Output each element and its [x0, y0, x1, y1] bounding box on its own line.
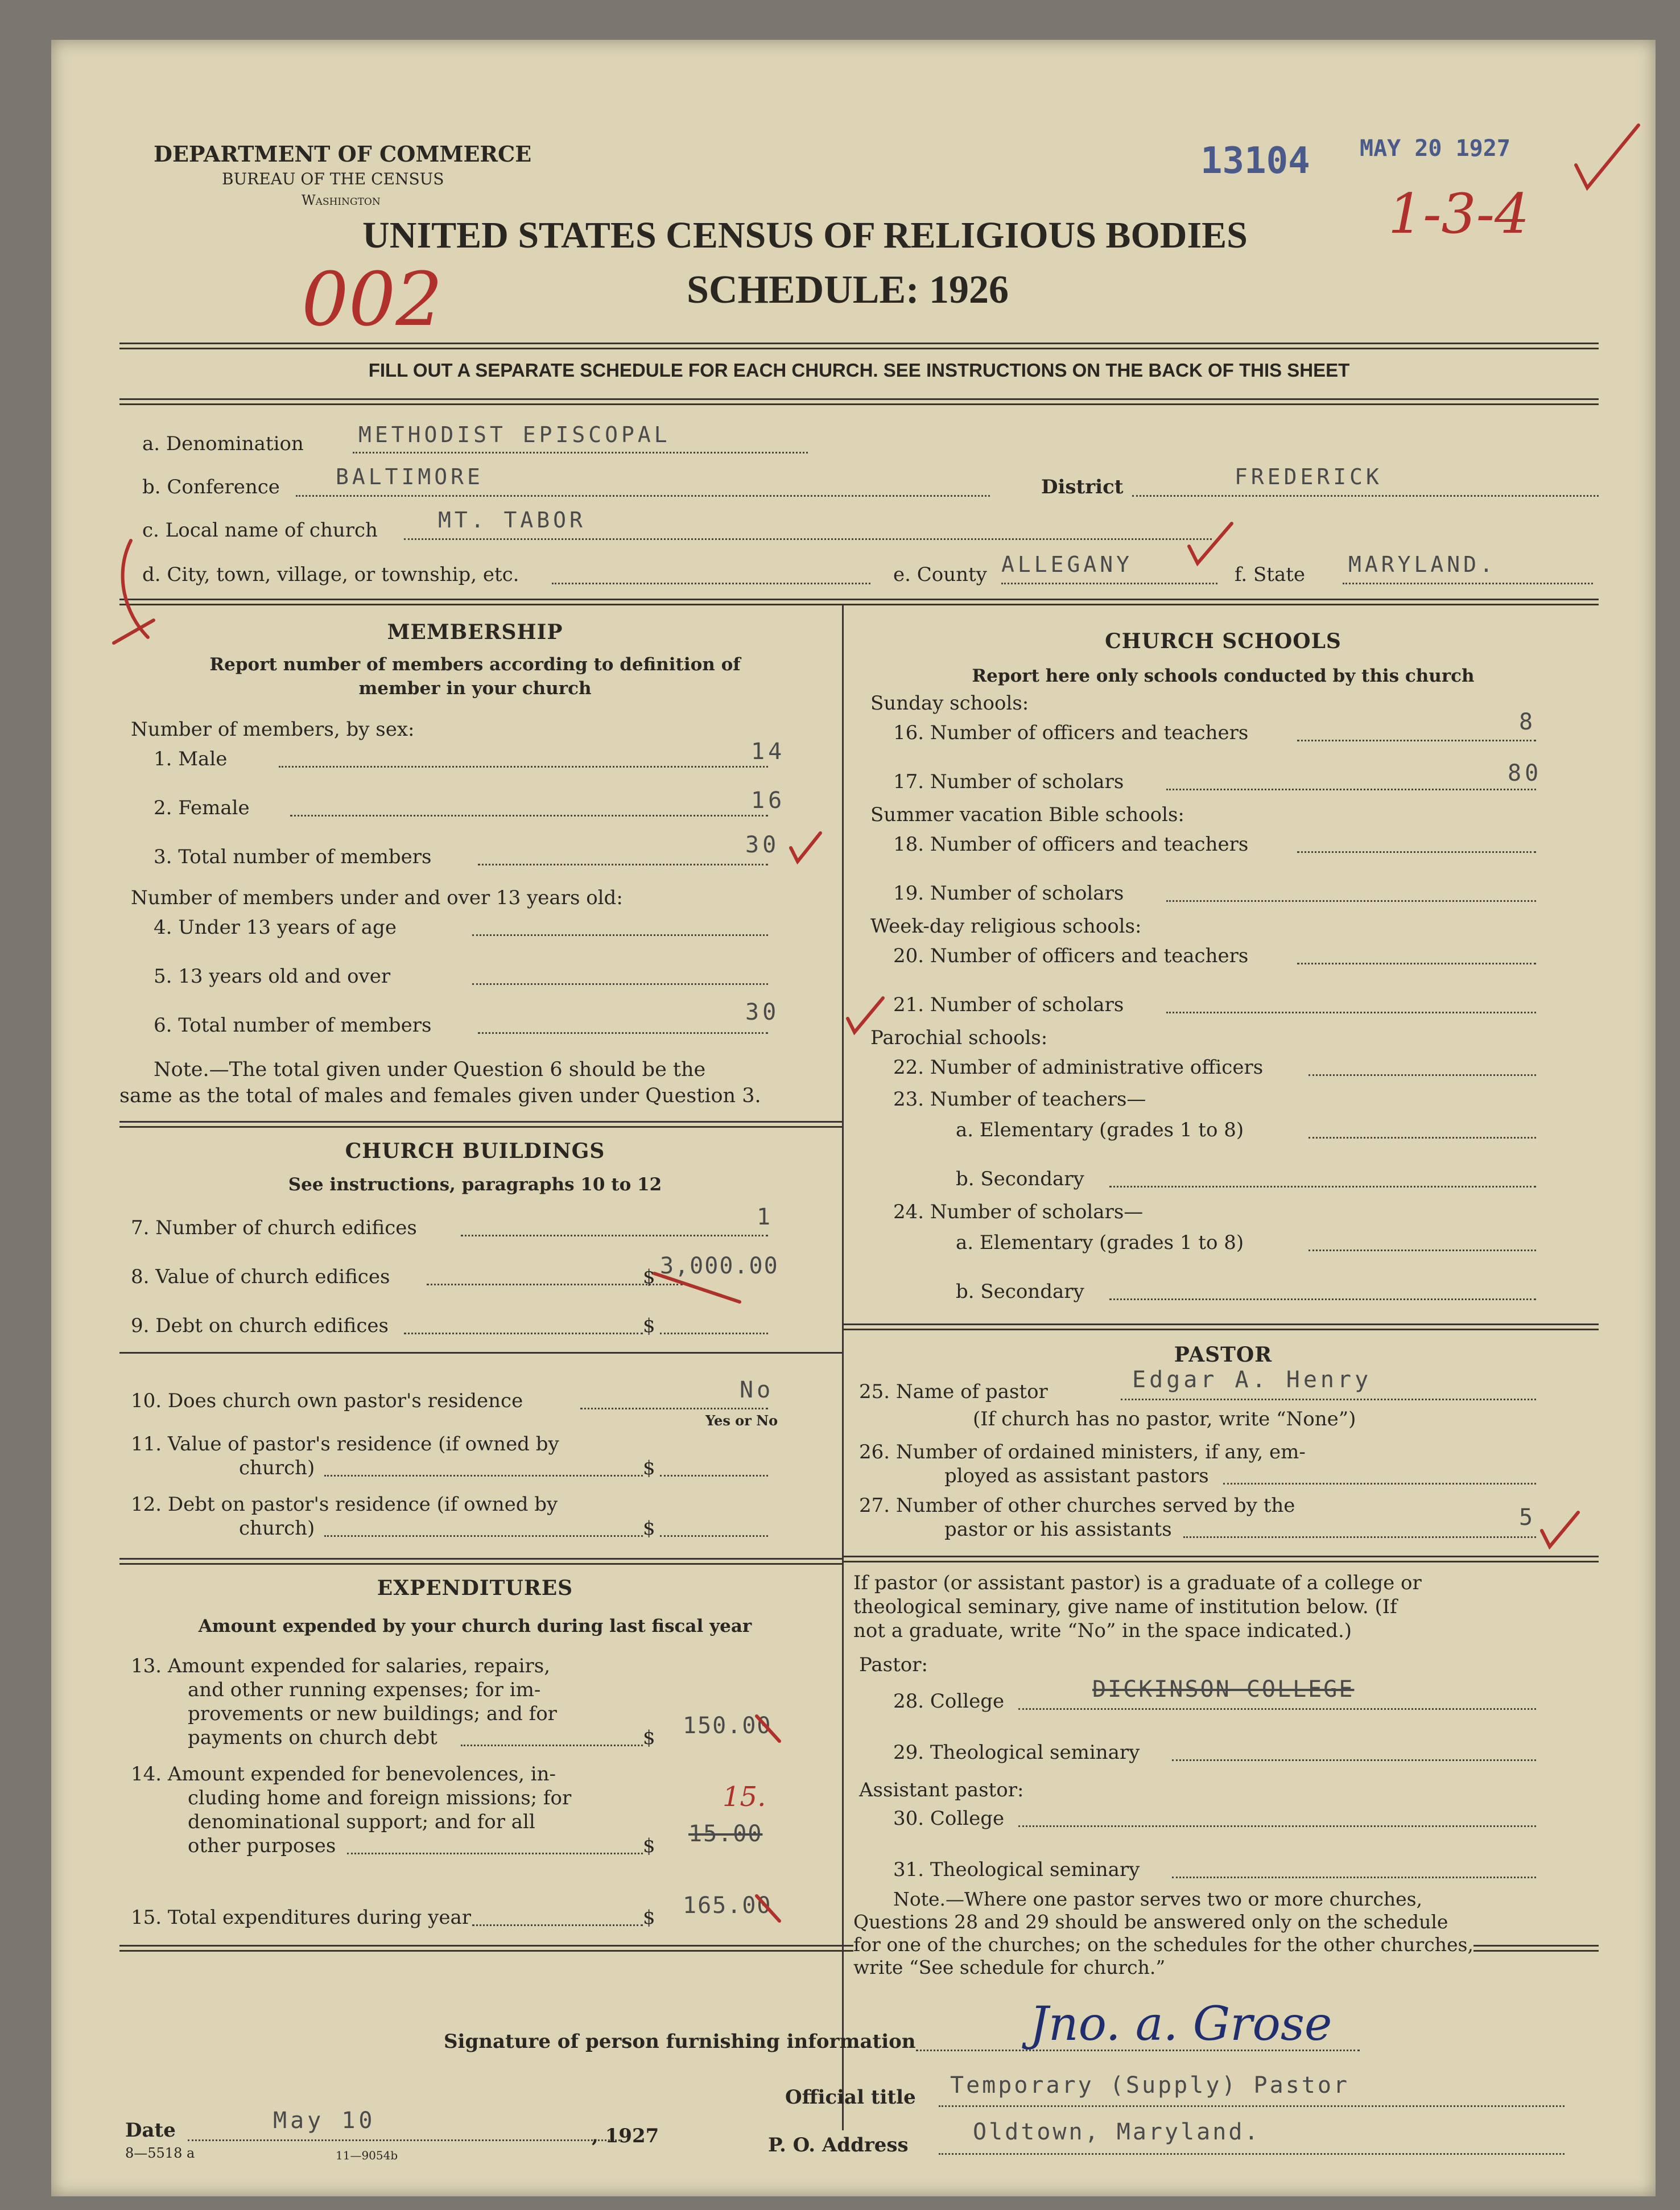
church-name-value: MT. TABOR [438, 508, 586, 533]
q15-label: 15. Total expenditures during year [131, 1906, 472, 1929]
pastor-note-4: write “See schedule for church.” [853, 1956, 1166, 1978]
pastor-sublabel: Pastor: [859, 1654, 928, 1676]
schools-title: CHURCH SCHOOLS [1105, 629, 1341, 653]
q19-label: 19. Number of scholars [893, 882, 1124, 905]
q14-line-3: denominational support; and for all [188, 1811, 535, 1833]
expenditures-intro: Amount expended by your church during last fiscal year [198, 1616, 752, 1636]
q6-value: 30 [745, 999, 780, 1025]
district-value: FREDERICK [1235, 464, 1382, 489]
q23-label: 23. Number of teachers— [893, 1088, 1146, 1111]
q24a-label: a. Elementary (grades 1 to 8) [956, 1231, 1244, 1254]
city-town-label: d. City, town, village, or township, etc. [142, 563, 519, 586]
po-address-value: Oldtown, Maryland. [973, 2119, 1261, 2145]
form-number: 8—5518 a [125, 2145, 195, 2161]
q14-hand-correction: 15. [723, 1781, 766, 1813]
official-title-label: Official title [785, 2086, 916, 2109]
q13-line-3: provements or new buildings; and for [188, 1702, 557, 1725]
check-mark-icon [848, 998, 883, 1032]
membership-intro-1: Report number of members according to definition of [209, 654, 741, 675]
po-address-label: P. O. Address [768, 2134, 909, 2157]
form-schedule: SCHEDULE: 1926 [687, 268, 1009, 312]
census-schedule-sheet [51, 40, 1656, 2196]
q1-label: 1. Male [154, 748, 228, 770]
q6-label: 6. Total number of members [154, 1014, 432, 1037]
signature-value: Jno. a. Grose [1030, 1997, 1332, 2051]
q25-value: Edgar A. Henry [1132, 1367, 1372, 1393]
date-value: May 10 [273, 2108, 376, 2134]
check-mark-icon [791, 833, 820, 861]
q9-dollar: $ [643, 1314, 655, 1337]
print-number: 11—9054b [336, 2149, 398, 2162]
q11-label-2: church) [239, 1457, 315, 1479]
q11-dollar: $ [643, 1457, 655, 1479]
q10-hint: Yes or No [705, 1412, 778, 1429]
q26-line-2: ployed as assistant pastors [944, 1465, 1209, 1487]
membership-note-2: same as the total of males and females given under Question 3. [119, 1085, 761, 1107]
pastor-title: PASTOR [1174, 1343, 1273, 1367]
bureau-label: BUREAU OF THE CENSUS [222, 170, 444, 188]
hand-code: 1-3-4 [1388, 182, 1530, 246]
dept-label: DEPARTMENT OF COMMERCE [154, 141, 532, 167]
q12-dollar: $ [643, 1517, 655, 1540]
q16-value: 8 [1519, 709, 1537, 735]
q29-label: 29. Theological seminary [893, 1741, 1140, 1764]
q8-dollar: $ [643, 1265, 655, 1288]
q16-label: 16. Number of officers and teachers [893, 721, 1249, 744]
q7-label: 7. Number of church edifices [131, 1217, 417, 1239]
q14-value: 15.00 [688, 1821, 763, 1847]
q23a-label: a. Elementary (grades 1 to 8) [956, 1119, 1244, 1141]
official-title-value: Temporary (Supply) Pastor [950, 2072, 1350, 2098]
q15-value: 165.00 [683, 1892, 772, 1919]
check-marks-overlay [51, 40, 1656, 2196]
q22-label: 22. Number of administrative officers [893, 1056, 1264, 1079]
q18-label: 18. Number of officers and teachers [893, 833, 1249, 856]
q14-line-4: other purposes [188, 1834, 336, 1857]
q3-value: 30 [745, 832, 780, 858]
signature-label: Signature of person furnishing information [444, 2030, 916, 2053]
hand-number: 002 [302, 256, 443, 343]
q28-label: 28. College [893, 1690, 1005, 1713]
check-mark-icon [1576, 125, 1638, 188]
q2-label: 2. Female [154, 797, 250, 819]
schools-intro: Report here only schools conducted by this church [972, 666, 1475, 686]
q17-value: 80 [1508, 760, 1542, 786]
q25-hint: (If church has no pastor, write “None”) [973, 1408, 1356, 1430]
strike-mark-icon [757, 1896, 779, 1921]
membership-intro-2: member in your church [358, 678, 592, 699]
check-mark-icon [1542, 1512, 1578, 1547]
church-name-label: c. Local name of church [142, 519, 378, 542]
q9-label: 9. Debt on church edifices [131, 1314, 389, 1337]
check-mark-icon [1189, 523, 1232, 563]
q13-value: 150.00 [683, 1713, 772, 1739]
asst-pastor-sublabel: Assistant pastor: [859, 1779, 1024, 1801]
q23b-label: b. Secondary [956, 1168, 1084, 1190]
date-year: , 1927 [592, 2125, 659, 2147]
q24-label: 24. Number of scholars— [893, 1201, 1144, 1223]
graduate-note-3: not a graduate, write “No” in the space indicated.) [853, 1619, 1352, 1642]
q13-line-1: 13. Amount expended for salaries, repairs, [131, 1655, 551, 1677]
date-label: Date [125, 2119, 176, 2142]
q13-line-2: and other running expenses; for im- [188, 1679, 541, 1701]
denomination-value: METHODIST EPISCOPAL [358, 422, 671, 447]
pastor-note-3: for one of the churches; on the schedules for the other churches, [853, 1933, 1473, 1956]
q21-label: 21. Number of scholars [893, 993, 1124, 1016]
q27-line-2: pastor or his assistants [944, 1518, 1172, 1541]
county-label: e. County [893, 563, 987, 586]
q13-dollar: $ [643, 1726, 655, 1749]
q8-label: 8. Value of church edifices [131, 1265, 390, 1288]
stamp-number: 13104 [1200, 140, 1310, 182]
q3-label: 3. Total number of members [154, 846, 432, 868]
county-value: ALLEGANY [1001, 552, 1133, 577]
graduate-note-1: If pastor (or assistant pastor) is a graduate of a college or [853, 1572, 1422, 1594]
q5-label: 5. 13 years old and over [154, 965, 391, 988]
q7-value: 1 [757, 1204, 774, 1230]
conference-value: BALTIMORE [336, 464, 484, 489]
expenditures-title: EXPENDITURES [377, 1576, 573, 1600]
q25-label: 25. Name of pastor [859, 1380, 1048, 1403]
q17-label: 17. Number of scholars [893, 770, 1124, 793]
graduate-note-2: theological seminary, give name of institution below. (If [853, 1595, 1397, 1618]
q20-label: 20. Number of officers and teachers [893, 945, 1249, 967]
strike-mark-icon [654, 1273, 740, 1302]
q10-value: No [740, 1377, 774, 1403]
q12-label-2: church) [239, 1517, 315, 1540]
city-label: Washington [302, 192, 381, 208]
q28-value: DICKINSON COLLEGE [1092, 1676, 1355, 1702]
q10-label: 10. Does church own pastor's residence [131, 1390, 523, 1412]
strike-mark-icon [757, 1716, 779, 1741]
weekday-label: Week-day religious schools: [870, 915, 1142, 938]
q8-value: 3,000.00 [660, 1253, 779, 1279]
q1-value: 14 [751, 739, 786, 765]
q14-line-1: 14. Amount expended for benevolences, in- [131, 1763, 556, 1786]
parochial-label: Parochial schools: [870, 1026, 1048, 1049]
q11-label-1: 11. Value of pastor's residence (if owned by [131, 1433, 559, 1456]
q14-dollar: $ [643, 1834, 655, 1857]
pastor-note-1: Note.—Where one pastor serves two or more churches, [893, 1888, 1423, 1910]
pastor-note-2: Questions 28 and 29 should be answered only on the schedule [853, 1911, 1448, 1933]
conference-label: b. Conference [142, 476, 280, 498]
stamp-date: MAY 20 1927 [1360, 135, 1510, 162]
q27-line-1: 27. Number of other churches served by the [859, 1494, 1295, 1517]
district-label: District [1041, 476, 1124, 498]
state-label: f. State [1235, 563, 1305, 586]
buildings-title: CHURCH BUILDINGS [345, 1139, 605, 1163]
q27-value: 5 [1519, 1504, 1537, 1531]
sunday-label: Sunday schools: [870, 692, 1029, 715]
form-instruction: FILL OUT A SEPARATE SCHEDULE FOR EACH CHURCH. SEE INSTRUCTIONS ON THE BACK OF THIS SHEET [368, 360, 1350, 381]
q30-label: 30. College [893, 1807, 1005, 1830]
buildings-intro: See instructions, paragraphs 10 to 12 [288, 1174, 662, 1195]
denomination-label: a. Denomination [142, 432, 304, 455]
form-title: UNITED STATES CENSUS OF RELIGIOUS BODIES [362, 215, 1248, 256]
q13-line-4: payments on church debt [188, 1726, 437, 1749]
membership-note-1: Note.—The total given under Question 6 should be the [154, 1058, 706, 1081]
summer-label: Summer vacation Bible schools: [870, 803, 1184, 826]
q31-label: 31. Theological seminary [893, 1858, 1140, 1881]
q14-line-2: cluding home and foreign missions; for [188, 1787, 572, 1809]
r-mark-icon [114, 541, 154, 643]
membership-title: MEMBERSHIP [387, 620, 563, 644]
q12-label-1: 12. Debt on pastor's residence (if owned by [131, 1493, 558, 1516]
q24b-label: b. Secondary [956, 1280, 1084, 1303]
by-age-label: Number of members under and over 13 years old: [131, 887, 623, 909]
q2-value: 16 [751, 787, 786, 814]
by-sex-label: Number of members, by sex: [131, 718, 415, 741]
q15-dollar: $ [643, 1906, 655, 1929]
state-value: MARYLAND. [1348, 552, 1496, 577]
q26-line-1: 26. Number of ordained ministers, if any, em- [859, 1441, 1306, 1463]
q4-label: 4. Under 13 years of age [154, 916, 397, 939]
